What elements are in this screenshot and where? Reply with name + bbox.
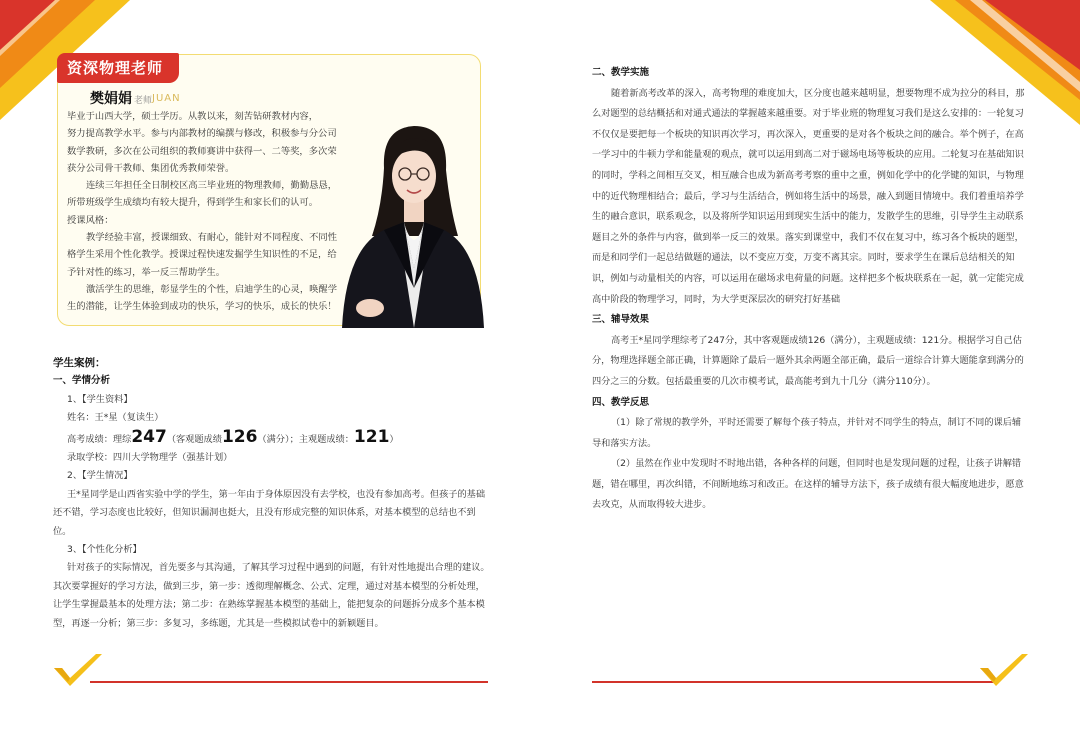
cases-title: 学生案例： [53, 357, 106, 369]
score-mid1: （客观题成绩 [166, 433, 222, 445]
left-page-content [53, 354, 493, 633]
teacher-pinyin: JUAN [152, 93, 181, 104]
bio-line: 数学教研，多次在公司组织的教师赛讲中获得一、二等奖，多次荣 [67, 145, 337, 157]
score-line [53, 428, 493, 449]
bio-line: 获分公司骨干教师、集团优秀教师荣誉。 [67, 162, 235, 174]
bottom-rule-left [90, 681, 488, 683]
score-subjective: 121 [353, 426, 390, 447]
bio-line: 激活学生的思维，彰显学生的个性，启迪学生的心灵，唤醒学 [86, 283, 338, 295]
section-title: 四、教学反思 [592, 396, 650, 408]
bio-line: 努力提高教学水平。参与内部教材的编撰与修改，积极参与分公司 [67, 128, 337, 140]
teacher-portrait [332, 118, 490, 328]
score-prefix: 高考成绩：理综 [67, 433, 132, 445]
score-total: 247 [131, 426, 167, 447]
profile-badge: 资深物理老师 [57, 53, 179, 83]
bio-line: 所带班级学生成绩均有较大提升，得到学生和家长们的认可。 [67, 197, 319, 209]
checkmark-icon [52, 652, 104, 690]
student-situation: 王*星同学是山西省实验中学的学生，第一年由于身体原因没有去学校，也没有参加高考。但孩子的基础还不错，学习态度也比较好，但知识漏洞也挺大，且没有形成完整的知识体系，对基本模型的总结也不到位。 [53, 488, 486, 537]
subsection-title: 2、【学生情况】 [67, 470, 133, 482]
student-name: 姓名：王*星（复读生） [67, 412, 164, 424]
bottom-rule-right [592, 681, 994, 683]
personal-analysis: 针对孩子的实际情况，首先要多与其沟通，了解其学习过程中遇到的问题，有针对性地提出合理的建议。其次要掌握好的学习方法，做到三步，第一步：透彻理解概念、公式、定理，通过对基本模型的分析处理，让学生掌握最基本的处理方法；第二步：在熟练掌握基本模型的基础上，能把复杂的问题拆分成多个基本模型，再逐一分析；第三步：多复习，多练题，尤其是一些模拟试卷中的新颖题目。 [53, 562, 490, 629]
bio-line: 生的潜能，让学生体验到成功的快乐，学习的快乐，成长的快乐！ [67, 301, 337, 313]
section-title: 二、教学实施 [592, 67, 650, 78]
subsection-title: 3、【个性化分析】 [67, 544, 142, 556]
tutoring-results: 高考王*星同学理综考了247分，其中客观题成绩126（满分），主观题成绩：121分。根据学习自己估分，物理选择题全部正确，计算题除了最后一题外其余两题全部正确，最后一道综合计算大题能拿到满分的四分之三的分数。包括最重要的几次市模考试，最高能考到九十几分（满分110分）。 [592, 334, 1024, 387]
section-title: 一、学情分析 [53, 375, 111, 387]
bio-line: 予针对性的练习，举一反三帮助学生。 [67, 266, 226, 278]
score-objective: 126 [221, 426, 258, 447]
section-title: 三、辅导效果 [592, 314, 650, 326]
reflection-1: （1）除了常规的教学外，平时还需要了解每个孩子特点，并针对不同学生的特点，制订不同的课后辅导和落实方法。 [592, 417, 1022, 449]
checkmark-icon [978, 652, 1030, 690]
teacher-name: 樊娟娟 [90, 91, 132, 107]
teacher-role: 老师 [134, 96, 153, 106]
score-mid2: （满分）；主观题成绩： [257, 433, 354, 445]
subsection-title: 1、【学生资料】 [67, 393, 133, 405]
bio-line: 毕业于山西大学，硕士学历。从教以来，刻苦钻研教材内容， [67, 111, 319, 122]
admission-school: 录取学校：四川大学物理学（强基计划） [67, 452, 233, 464]
bio-line: 连续三年担任全日制校区高三毕业班的物理教师，勤勤恳恳， [86, 180, 338, 192]
reflection-2: （2）虽然在作业中发现时不时地出错，各种各样的问题，但同时也是发现问题的过程，让孩子讲解错题，错在哪里，再次纠错，不间断地练习和改正。在这样的辅导方法下，孩子成绩有很大幅度地进步，愿意去攻克，从而取得较大进步。 [592, 458, 1024, 511]
bio-line: 教学经验丰富，授课细致、有耐心，能针对不同程度、不同性 [86, 232, 338, 244]
bio-line: 授课风格： [67, 214, 114, 226]
score-end: ） [389, 433, 399, 445]
bio-line: 格学生采用个性化教学。授课过程快速发掘学生知识性的不足，给 [67, 249, 337, 261]
teaching-implementation: 随着新高考改革的深入，高考物理的难度加大，区分度也越来越明显，想要物理不成为拉分的科目，那么对题型的总结概括和对通式通法的掌握越来越重要。对于毕业班的物理复习我们是这么安排的：一轮复习不仅仅是要把每一个板块的知识再次学习，再次深入，更重要的是对各个板块之间的融合。举个例子，在高一学习中的牛顿力学和能量观的观点，就可以运用到高二对于磁场电场等板块的应用。二轮复习在基础知识的同时，学科之间相互交叉，相互融合也成为新高考考察的重中之重，例如化学中的化学键的知识，与物理中的近代物理相结合；最后，学习与生活结合，例如将生活中的场景，融入到题目情境中。我们着重培养学生的融合意识，联系观念，以及将所学知识运用到现实生活中的能力，发散学生的思维，引导学生主动联系题目之外的条件与内容，做到举一反三的效果。落实到课堂中，我们不仅在复习中，练习各个板块的题型，而是和同学们一起总结做题的通法，以不变应万变，万变不离其宗。同时，要求学生在课后总结相关的知识，例如与动量相关的内容，可以运用在磁场求电荷量的问题。这样把多个板块联系在一起，就一定能完成高中阶段的物理学习，同时，为大学更深层次的研究打好基础 [592, 87, 1025, 305]
right-page-content [592, 63, 1028, 516]
teacher-bio [67, 108, 367, 316]
